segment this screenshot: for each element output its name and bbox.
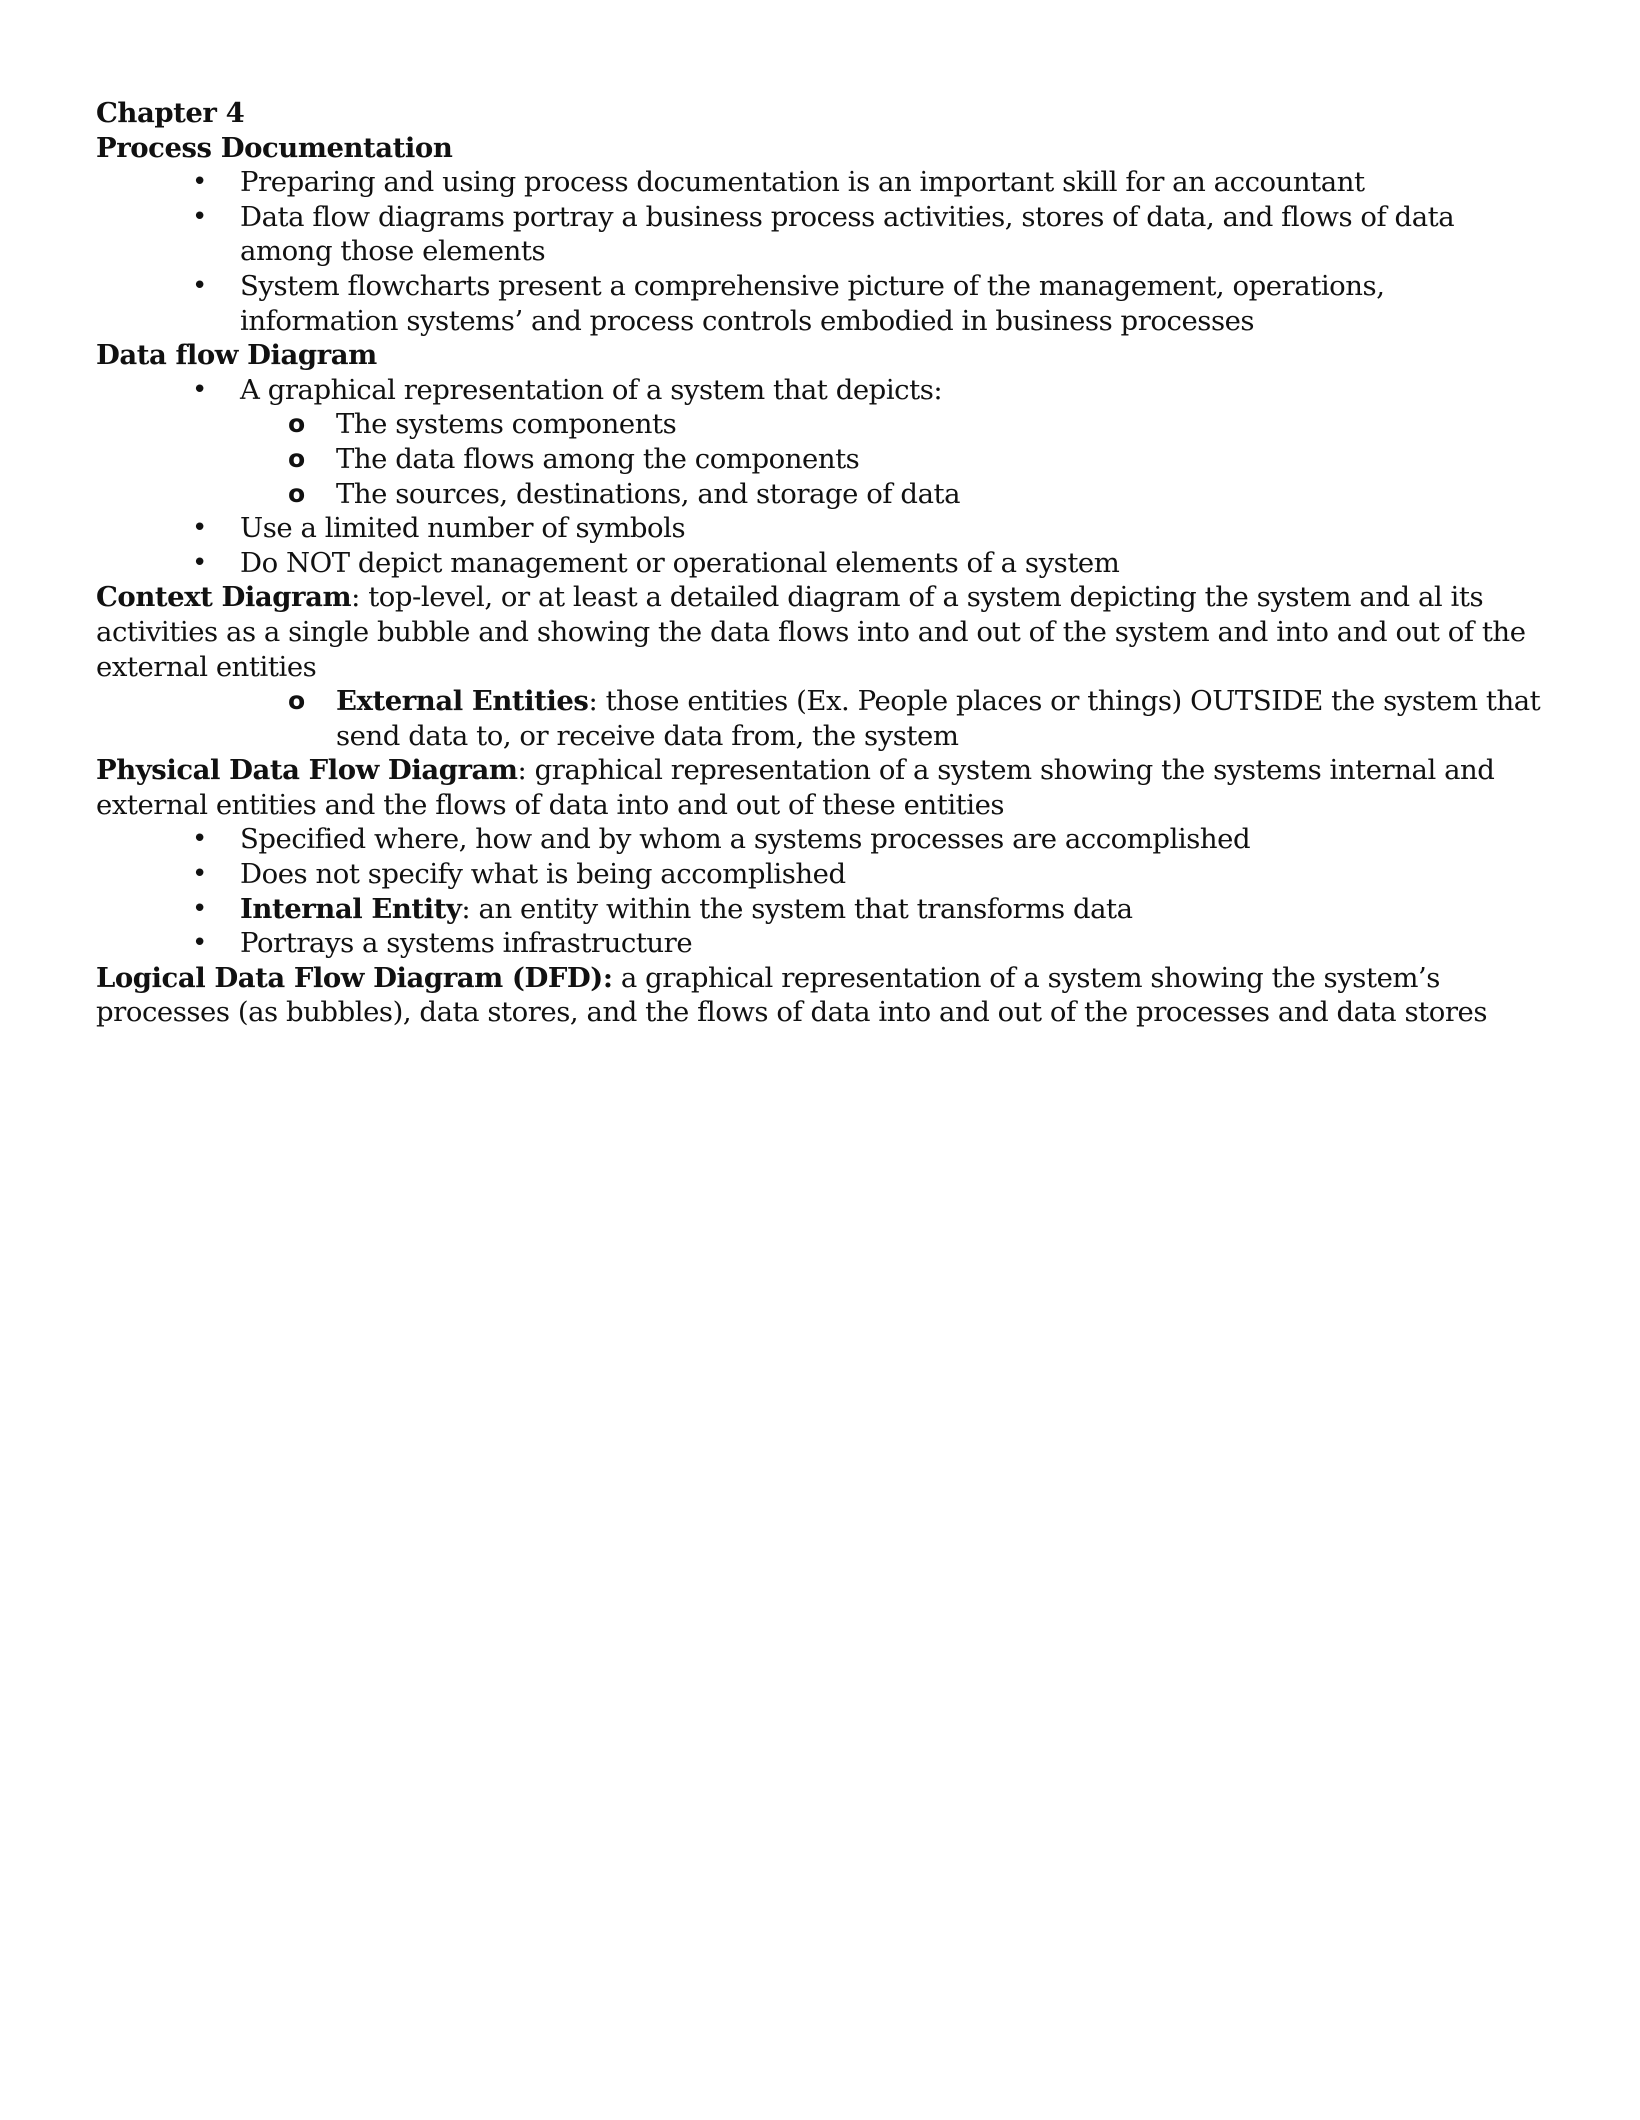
logical-dfd-definition <box>96 961 1546 1030</box>
definition-text: : an entity within the system that transforms data <box>461 892 1133 925</box>
term-physical-dfd: Physical Data Flow Diagram <box>96 754 518 787</box>
section-title-data-flow-diagram: Data flow Diagram <box>96 339 377 372</box>
definition-text: : top-level, or at least a detailed diagram of a system depicting the system and al its activities as a single bubble and showing the data flows into and out of the system and into and out of the external entities <box>96 581 1526 683</box>
sub-bullet-marker: o <box>288 686 305 716</box>
bullet-text: System flowcharts present a comprehensive picture of the management, operations, information systems’ and process controls embodied in business processes <box>240 269 1385 337</box>
bullet-marker: • <box>192 859 207 890</box>
context-diagram-definition <box>96 580 1546 684</box>
bullet-marker: • <box>192 270 207 301</box>
definition-text: : those entities (Ex. People places or things) OUTSIDE the system that send data to, or receive data from, the system <box>336 685 1541 752</box>
sub-bullet-item <box>96 477 1546 512</box>
bullet-marker: • <box>192 167 207 198</box>
document-page <box>96 96 1546 1030</box>
physical-dfd-definition <box>96 753 1546 822</box>
sub-bullet-text: The data flows among the components <box>336 442 860 475</box>
bullet-marker: • <box>192 824 207 855</box>
bullet-marker: • <box>192 201 207 232</box>
bullet-text: Portrays a systems infrastructure <box>240 927 693 960</box>
definition-text: a graphical representation of a system showing the system’s processes (as bubbles), data stores, and the flows of data into and out of the processes and data stores <box>96 961 1488 1029</box>
sub-bullet-item <box>96 442 1546 477</box>
bullet-marker: • <box>192 928 207 959</box>
bullet-item <box>96 511 1546 546</box>
bullet-text: Specified where, how and by whom a systems processes are accomplished <box>240 823 1251 856</box>
sub-bullet-marker: o <box>288 443 305 473</box>
term-internal-entity: Internal Entity <box>240 892 462 925</box>
term-context-diagram: Context Diagram <box>96 581 352 614</box>
bullet-marker: • <box>192 513 207 544</box>
bullet-item <box>96 546 1546 581</box>
bullet-item <box>96 926 1546 961</box>
bullet-text: Do NOT depict management or operational elements of a system <box>240 546 1120 579</box>
bullet-text: A graphical representation of a system that depicts: <box>240 373 943 406</box>
bullet-text: Data flow diagrams portray a business process activities, stores of data, and flows of data among those elements <box>240 200 1455 268</box>
term-logical-dfd: Logical Data Flow Diagram (DFD): <box>96 961 613 994</box>
bullet-item <box>96 165 1546 200</box>
bullet-item <box>96 892 1546 927</box>
chapter-title: Chapter 4 <box>96 97 245 129</box>
bullet-item <box>96 269 1546 338</box>
bullet-text: Does not specify what is being accomplished <box>240 858 846 891</box>
sub-bullet-marker: o <box>288 409 305 439</box>
bullet-marker: • <box>192 547 207 578</box>
sub-bullet-text: The sources, destinations, and storage of data <box>336 477 961 510</box>
sub-bullet-marker: o <box>288 478 305 508</box>
bullet-marker: • <box>192 374 207 405</box>
bullet-text: Preparing and using process documentation is an important skill for an accountant <box>240 166 1365 199</box>
bullet-item <box>96 373 1546 408</box>
section-title-process-documentation: Process Documentation <box>96 131 453 164</box>
sub-bullet-text: The systems components <box>336 408 677 441</box>
bullet-marker: • <box>192 893 207 924</box>
sub-bullet-item <box>96 407 1546 442</box>
bullet-item <box>96 822 1546 857</box>
sub-bullet-item <box>96 684 1546 753</box>
term-external-entities: External Entities <box>336 685 589 718</box>
bullet-item <box>96 200 1546 269</box>
definition-text: : graphical representation of a system showing the systems internal and external entities and the flows of data into and out of these entities <box>96 754 1495 821</box>
bullet-item <box>96 857 1546 892</box>
bullet-text: Use a limited number of symbols <box>240 512 686 545</box>
